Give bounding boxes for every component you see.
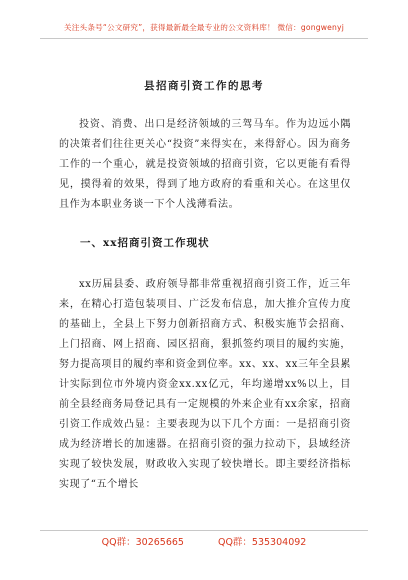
document-title: 县招商引资工作的思考 [144, 80, 264, 92]
header-promo-note: 关注头条号“公文研究”，获得最新最全最专业的公文资料库！ 微信：gongwenyj [63, 23, 345, 32]
document-body [59, 115, 351, 495]
header-divider [40, 38, 368, 39]
section-heading: 一、xx招商引资工作现状 [80, 237, 210, 249]
section-paragraph: xx历届县委、政府领导都非常重视招商引资工作，近三年来，在精心打造包装项目、广泛发布信息，加大推介宣传力度的基础上，全县上下努力创新招商方式、积极实施节会招商、上门招商、网上招商、园区招商，狠抓签约项目的履约实施，努力提高项目的履约率和资金到位率。xx、xx、xx三年全县累计实际到位市外境内资金xx.xx亿元，年均递增xx%以上，目前全县经商务局登记具有一定规模的外来企业有xx余家，招商引资工作成效凸显：主要表现为以下几个方面：一是招商引资成为经济增长的加速器。在招商引资的强力拉动下，县域经济实现了较快发展，财政收入实现了较快增长。即主要经济指标实现了“五个增长 [59, 279, 351, 490]
footer-qq-group-2: QQ群：535304092 [217, 537, 307, 548]
footer-contact [0, 534, 408, 548]
footer-divider [40, 530, 368, 531]
intro-paragraph: 投资、消费、出口是经济领域的三驾马车。作为边远小隅的决策者们往往更关心“投资”来得实在，来得舒心。因为商务工作的一个重心，就是投资领域的招商引资，它以更能有看得见，摸得着的效果，得到了地方政府的看重和关心。在这里仅且作为本职业务谈一下个人浅薄看法。 [59, 119, 351, 210]
footer-qq-group-1: QQ群：30265665 [101, 537, 184, 548]
